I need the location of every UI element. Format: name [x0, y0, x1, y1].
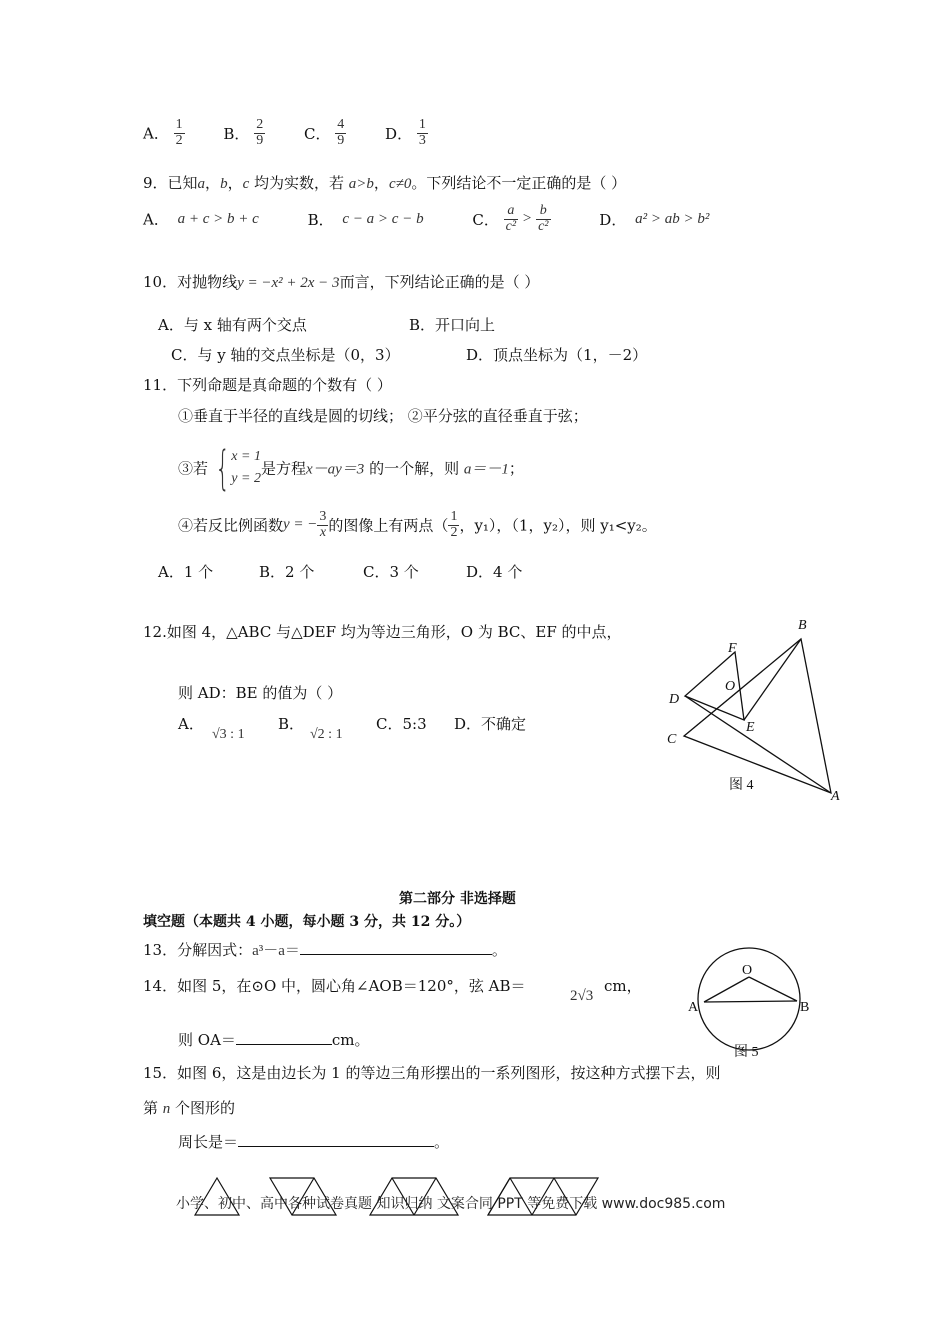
q12-option-b-value: √2 : 1 [310, 727, 343, 742]
figure-5 [680, 928, 820, 1064]
q8-option-d-fraction: $\frac{1}{3}$ [418, 117, 426, 148]
q8-option-c-label: C． [304, 124, 331, 143]
q11-option-a: A．1 个 [158, 563, 214, 581]
q9-option-b-expr: c − a > c − b [342, 210, 424, 227]
q12-stem: 12.如图 4，△ABC 与△DEF 均为等边三角形，O 为 BC、EF 的中点， [143, 623, 622, 641]
q10-option-a: A．与 x 轴有两个交点 [158, 316, 307, 334]
q11-item-4-point-fraction: $\frac{1}{2}$ [450, 509, 458, 540]
q8-option-b-label: B． [223, 124, 250, 143]
fig4-label-c: C [667, 732, 677, 747]
q8-option-b-fraction: $\frac{2}{9}$ [256, 117, 264, 148]
q11-stem: 11．下列命题是真命题的个数有（ ） [143, 376, 392, 394]
q14-ask: 则 OA＝ cm。 [178, 1031, 370, 1049]
fig5-label-a: A [688, 1000, 699, 1015]
q11-item-4-fraction: $\frac{3}{x}$ [319, 509, 327, 540]
figure-4 [660, 612, 850, 812]
q15-stem-line2: 第 n 个图形的 [143, 1099, 236, 1117]
part2-title: 第二部分 非选择题 [399, 891, 516, 907]
q14-chord-value: 2√3 [570, 988, 594, 1004]
part2-section-heading: 填空题（本题共 4 小题，每小题 3 分，共 12 分。） [143, 914, 471, 930]
fig4-label-b: B [798, 618, 807, 633]
q8-option-c-fraction: $\frac{4}{9}$ [337, 117, 345, 148]
q11-item-4: ④若反比例函数y = − $\frac{3}{x}$ 的图像上有两点（ $\frac{1}{2}$ ，y₁），（1，y₂），则 y₁<y₂。 [178, 509, 657, 540]
q9-stem: 9．已知a，b，c 均为实数，若 a>b，c≠0。下列结论不一定正确的是（ ） [143, 174, 627, 192]
q11-equation-system: x = 1 y = 2 [231, 449, 261, 486]
fig5-caption: 图 5 [734, 1045, 759, 1060]
chord-ab [704, 1001, 797, 1002]
q12-option-a-label: A． [178, 715, 204, 733]
triangle-abc [684, 639, 831, 793]
radius-oa [704, 977, 749, 1002]
q11-option-b: B．2 个 [259, 563, 315, 581]
fig4-label-d: D [669, 692, 680, 707]
q14-unit: cm， [604, 977, 642, 995]
q10-option-b: B．开口向上 [409, 316, 496, 334]
q9-option-c-fraction-right: $\frac{b}{\text{c²}}$ [538, 203, 549, 234]
footer-text: 小学、初中、高中各种试卷真题 知识归纳 文案合同 PPT 等免费下载 www.doc985.com [176, 1196, 726, 1212]
q14-stem: 14．如图 5，在⊙O 中，圆心角∠AOB＝120°，弦 AB＝ [143, 977, 526, 995]
fig4-caption: 图 4 [729, 778, 754, 793]
q9-option-d-expr: a² > ab > b² [635, 210, 710, 227]
q12-option-b-label: B． [278, 715, 305, 733]
q9-option-c-fraction-left: $\frac{a}{\text{c²}}$ [505, 203, 517, 234]
triangle-def [685, 652, 744, 720]
q15-ask: 周长是＝ 。 [178, 1133, 450, 1151]
fig4-label-o: O [725, 679, 736, 694]
q11-item-1-2: ①垂直于半径的直线是圆的切线； ②平分弦的直径垂直于弦； [178, 407, 588, 425]
fig5-label-o: O [742, 963, 753, 978]
q13-answer-blank[interactable] [300, 940, 492, 955]
fig5-label-b: B [800, 1000, 810, 1015]
q9-options: A． a + c > b + c B． c − a > c − b C． $\frac{a}{\text{c²}}$ > $\frac{b}{\text{c²}}$ D． a² > ab > b² [143, 203, 710, 234]
q9-option-a-expr: a + c > b + c [177, 210, 259, 227]
q8-option-a-label: A． [143, 124, 169, 143]
q14-answer-blank[interactable] [236, 1030, 332, 1045]
q15-stem: 15．如图 6，这是由边长为 1 的等边三角形摆出的一系列图形，按这种方式摆下去，则 [143, 1064, 721, 1082]
q10-stem: 10．对抛物线y = −x² + 2x − 3而言，下列结论正确的是（ ） [143, 273, 540, 291]
brace-icon: { [215, 441, 230, 495]
q15-answer-blank[interactable] [238, 1132, 434, 1147]
q11-option-d: D．4 个 [466, 563, 523, 581]
q12-option-a-value: √3 : 1 [212, 727, 245, 742]
q11-item-3: ③若 {x = 1 y = 2是方程x－ay＝3 的一个解，则 a＝－1； [178, 441, 524, 495]
q10-option-d: D．顶点坐标为（1，－2） [466, 346, 648, 364]
q8-options [143, 118, 428, 164]
q10-option-c: C．与 y 轴的交点坐标是（0，3） [171, 346, 400, 364]
q13: 13．分解因式：a³－a＝ 。 [143, 941, 507, 959]
q12-option-d: D．不确定 [454, 715, 527, 733]
fig4-label-a: A [831, 789, 840, 804]
q8-option-a-fraction: $\frac{1}{2}$ [175, 117, 183, 148]
q12-option-c: C．5:3 [376, 715, 427, 733]
fig4-label-f: F [728, 641, 737, 656]
q11-option-c: C．3 个 [363, 563, 419, 581]
q12-ask: 则 AD：BE 的值为（ ） [178, 684, 343, 702]
q8-option-d-label: D． [385, 124, 413, 143]
fig4-label-e: E [746, 720, 755, 735]
radius-ob [749, 977, 797, 1001]
